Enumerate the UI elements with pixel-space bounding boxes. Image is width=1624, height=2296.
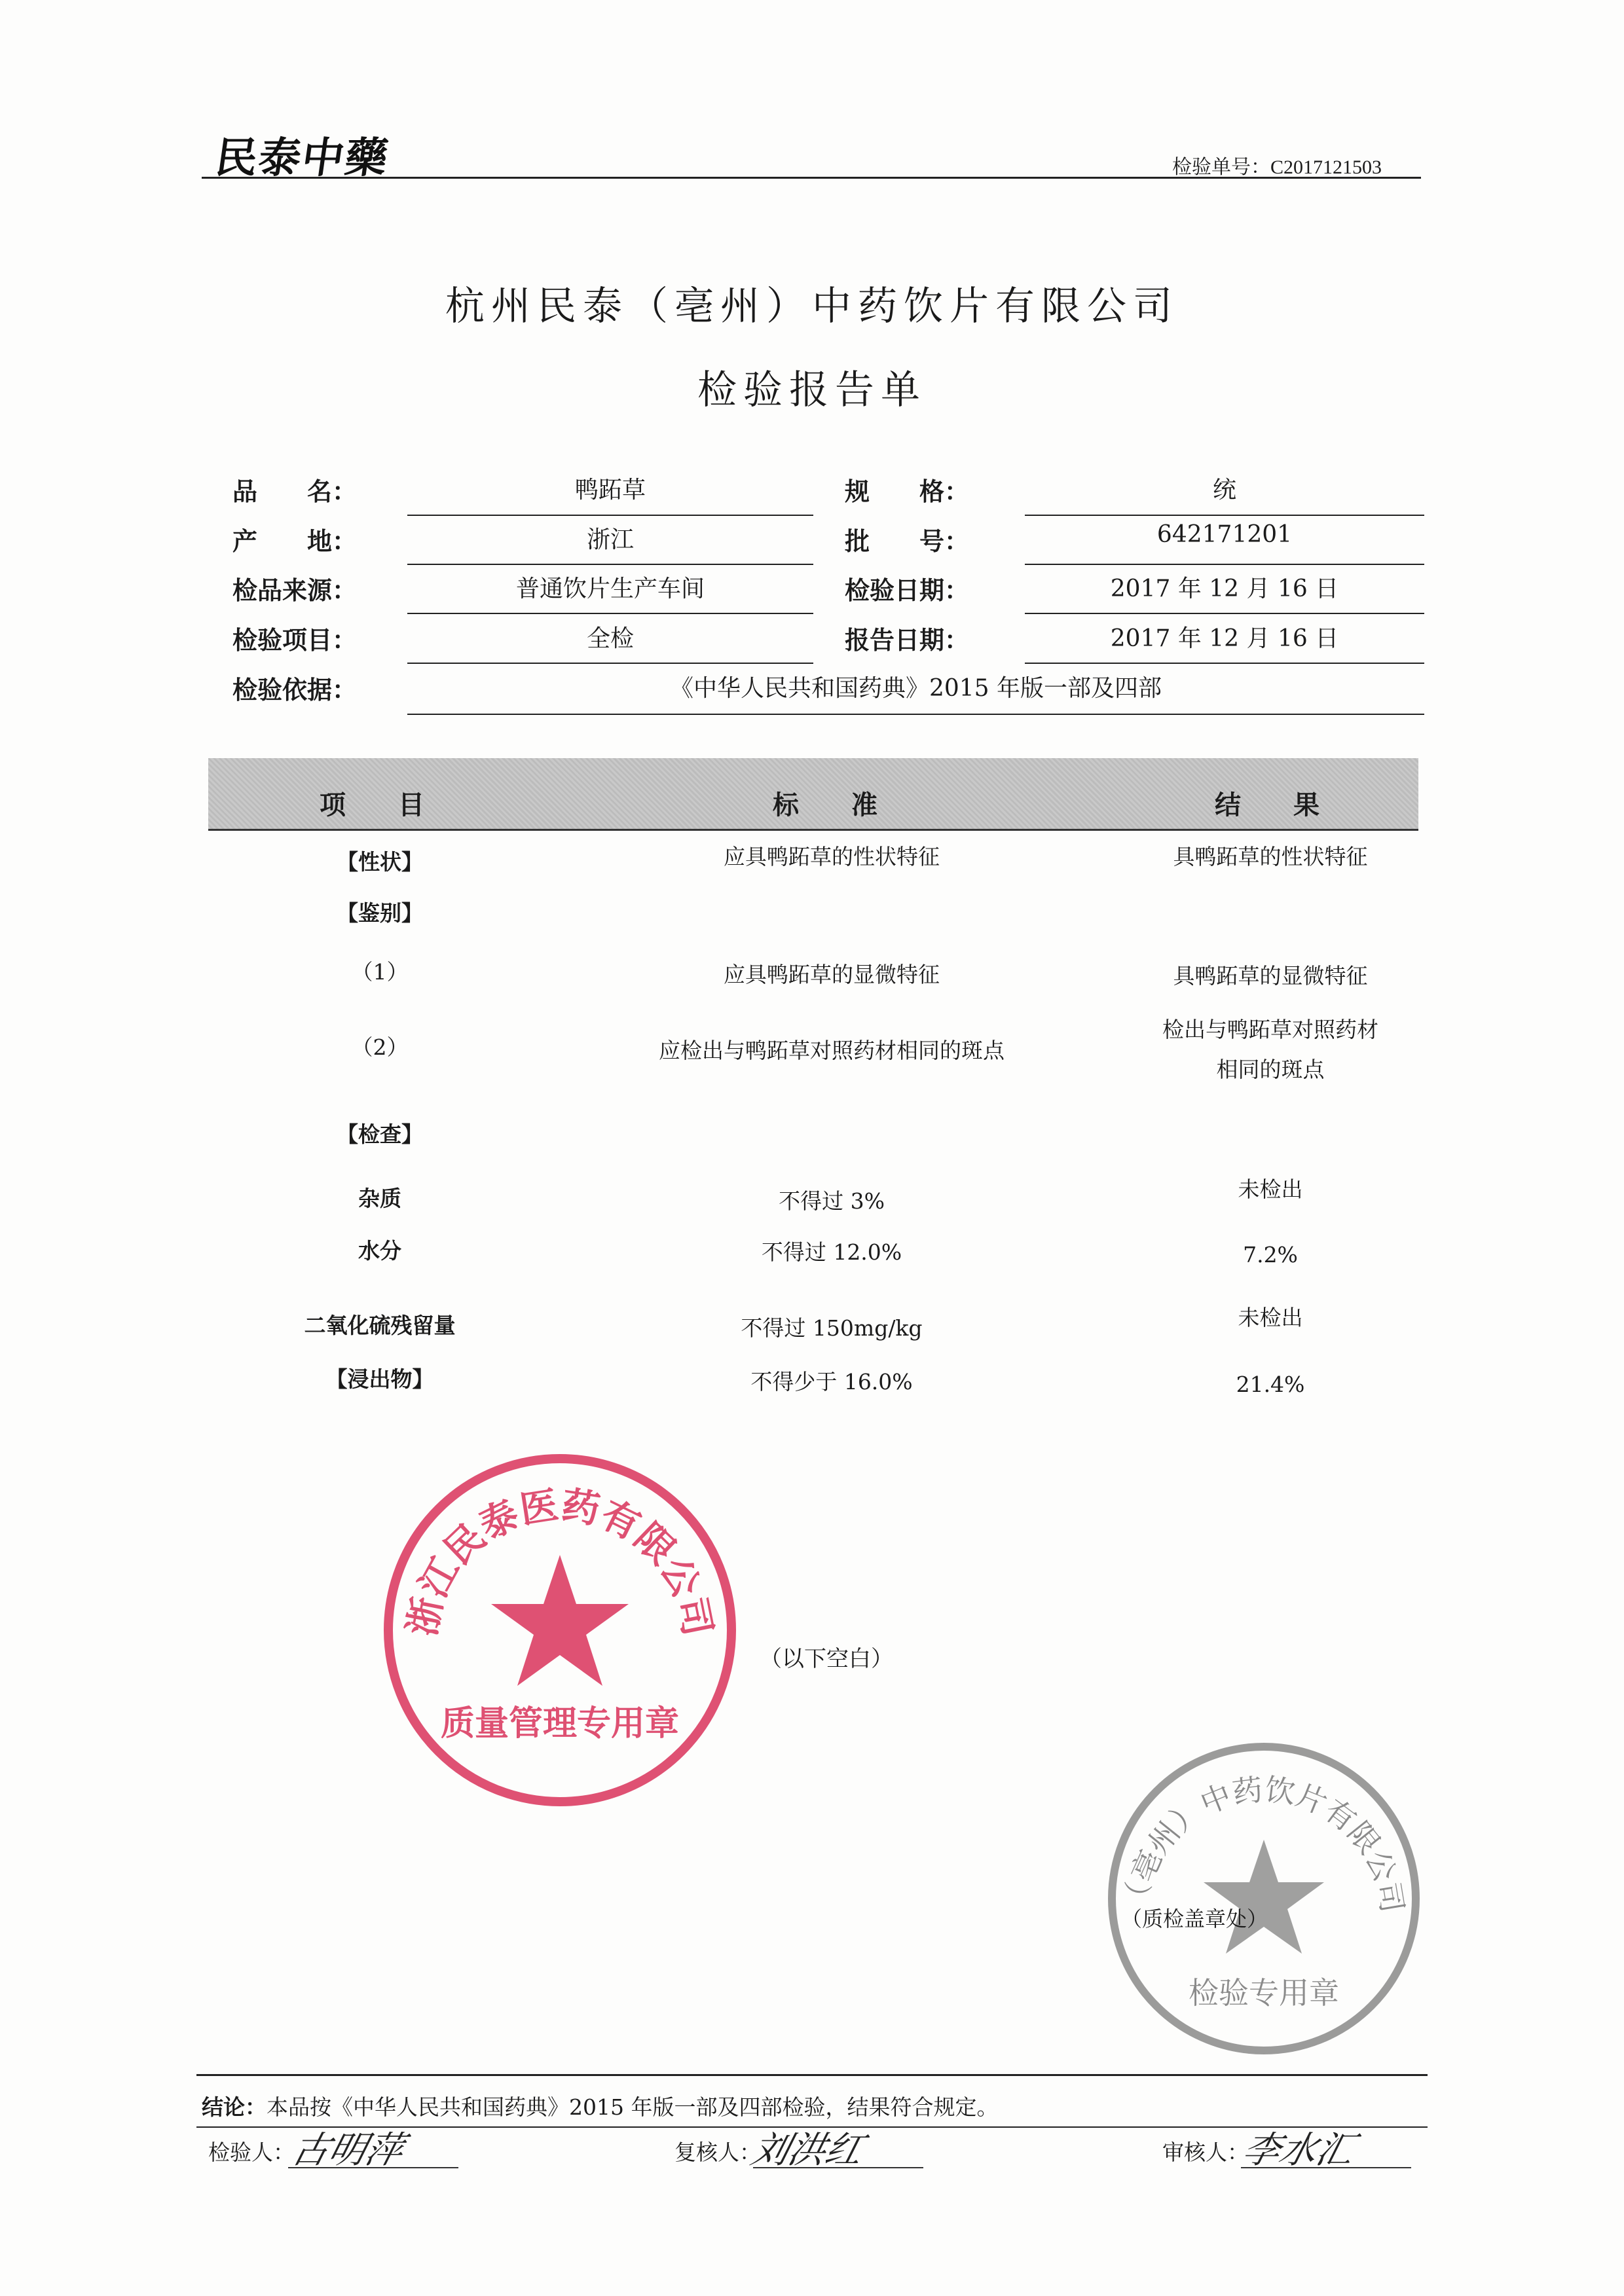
auditor-label: 审核人： (1162, 2140, 1249, 2165)
qc-stamp-note: （质检盖章处） (1121, 1906, 1268, 1931)
row-standard-moisture: 不得过 12.0% (761, 1239, 902, 1265)
item-value: 全检 (586, 625, 634, 652)
company-name: 杭州民泰（亳州）中药饮片有限公司 (445, 283, 1179, 329)
svg-text:质量管理专用章: 质量管理专用章 (440, 1704, 680, 1743)
row-result-id-2: 检出与鸭跖草对照药材 (1162, 1017, 1378, 1042)
row-standard-id-1: 应具鸭跖草的显微特征 (724, 962, 940, 987)
row-standard-extract: 不得少于 16.0% (750, 1369, 913, 1394)
header-result: 结 果 (1215, 790, 1320, 820)
header-item: 项 目 (320, 790, 424, 820)
test-date-underline (1025, 613, 1424, 614)
row-item-id-2: （2） (351, 1034, 409, 1060)
row-standard-id-2: 应检出与鸭跖草对照药材相同的斑点 (659, 1038, 1005, 1063)
auditor-signature: 李水汇 (1238, 2129, 1359, 2172)
inspector-signature: 古明萍 (287, 2129, 408, 2172)
product-value: 鸭跖草 (574, 477, 646, 503)
origin-underline (407, 564, 813, 565)
conclusion-text: 本品按《中华人民共和国药典》2015 年版一部及四部检验，结果符合规定。 (267, 2094, 999, 2120)
row-result-id-2-line2: 相同的斑点 (1216, 1057, 1325, 1082)
spec-value: 统 (1212, 477, 1236, 503)
row-item-id-1: （1） (351, 959, 409, 985)
source-value: 普通饮片生产车间 (515, 575, 705, 602)
spec-underline (1025, 515, 1424, 516)
basis-label: 检验依据： (232, 675, 358, 704)
gray-inspection-seal (1100, 1735, 1428, 2062)
spec-label: 规 格： (845, 477, 970, 506)
row-item-so2: 二氧化硫残留量 (304, 1313, 456, 1338)
conclusion (202, 2090, 998, 2121)
svg-text:检验专用章: 检验专用章 (1189, 1975, 1339, 2011)
item-label: 检验项目： (232, 625, 358, 655)
product-underline (407, 515, 813, 516)
batch-underline (1025, 564, 1424, 565)
row-result-id-1: 具鸭跖草的显微特征 (1173, 963, 1368, 989)
header-rule (202, 177, 1421, 179)
company-logo: 民泰中藥 (212, 134, 392, 183)
test-date-label: 检验日期： (845, 575, 970, 605)
svg-text:（亳州）中药饮片有限公司: （亳州）中药饮片有限公司 (1117, 1771, 1411, 1916)
row-item-identification: 【鉴别】 (337, 900, 423, 926)
row-item-appearance: 【性状】 (337, 849, 423, 875)
blank-below-note: （以下空白） (760, 1646, 893, 1672)
origin-label: 产 地： (232, 526, 358, 556)
row-standard-appearance: 应具鸭跖草的性状特征 (724, 844, 940, 869)
inspection-number: 检验单号：C2017121503 (1172, 156, 1382, 178)
source-label: 检品来源： (232, 575, 358, 605)
row-result-appearance: 具鸭跖草的性状特征 (1173, 844, 1368, 869)
report-title: 检验报告单 (697, 367, 927, 413)
conclusion-label: 结论： (202, 2094, 267, 2120)
row-result-so2: 未检出 (1238, 1305, 1303, 1330)
test-date-value: 2017 年 12 月 16 日 (1110, 575, 1339, 602)
svg-text:浙江民泰医药有限公司: 浙江民泰医药有限公司 (399, 1482, 720, 1640)
item-underline (407, 663, 813, 664)
report-date-underline (1025, 663, 1424, 664)
row-item-moisture: 水分 (358, 1238, 401, 1264)
row-result-impurity: 未检出 (1238, 1176, 1303, 1202)
inspector-label: 检验人： (208, 2140, 295, 2165)
basis-value: 《中华人民共和国药典》2015 年版一部及四部 (669, 675, 1162, 702)
origin-value: 浙江 (586, 526, 634, 553)
red-quality-seal (377, 1447, 743, 1813)
reviewer-signature: 刘洪红 (747, 2129, 868, 2172)
row-result-moisture: 7.2% (1243, 1242, 1298, 1267)
row-standard-impurity: 不得过 3% (779, 1188, 885, 1214)
row-item-inspection: 【检查】 (337, 1121, 423, 1147)
report-date-value: 2017 年 12 月 16 日 (1110, 625, 1339, 652)
header-standard: 标 准 (773, 790, 877, 820)
report-date-label: 报告日期： (845, 625, 970, 655)
row-item-impurity: 杂质 (358, 1186, 401, 1211)
row-standard-so2: 不得过 150mg/kg (741, 1315, 923, 1341)
reviewer-label: 复核人： (674, 2140, 761, 2165)
source-underline (407, 613, 813, 614)
batch-label: 批 号： (845, 526, 970, 556)
row-item-extract: 【浸出物】 (325, 1366, 434, 1392)
conclusion-top-rule (196, 2074, 1428, 2076)
batch-value: 642171201 (1156, 521, 1293, 548)
row-result-extract: 21.4% (1236, 1372, 1305, 1397)
product-label: 品 名： (232, 477, 358, 506)
basis-underline (407, 714, 1424, 715)
